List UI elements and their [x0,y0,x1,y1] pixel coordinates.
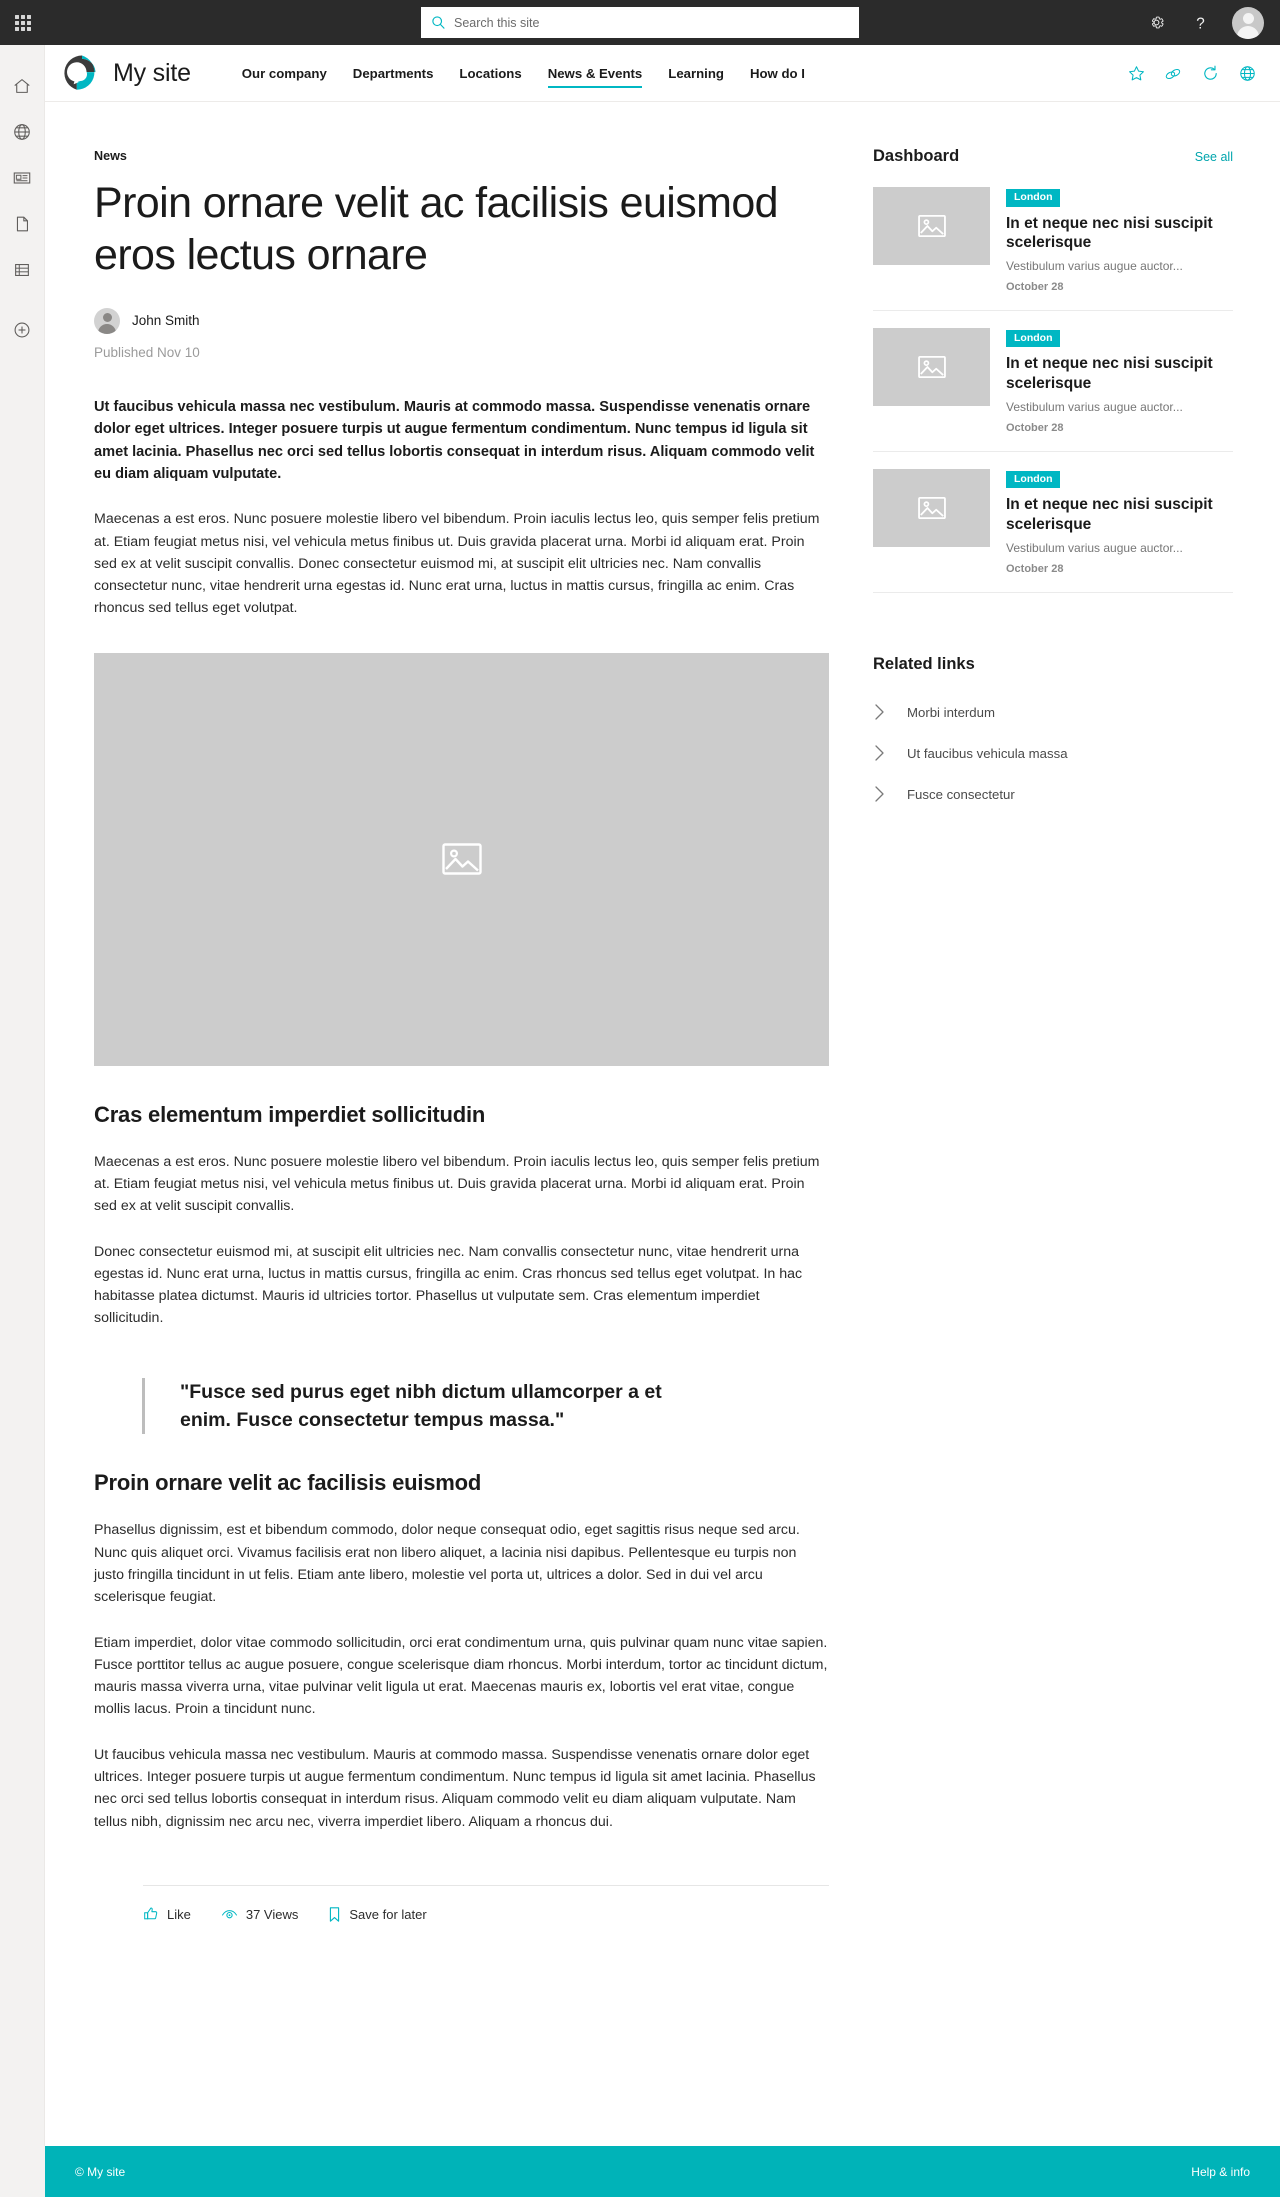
related-links-title: Related links [873,654,975,673]
chevron-right-icon [873,703,899,721]
card-body [1006,469,1233,575]
star-icon [1127,64,1146,83]
related-links-list [873,692,1233,815]
app-rail [0,45,45,2197]
list-icon [12,260,32,280]
help-button[interactable] [1180,0,1220,45]
side-column [873,102,1233,815]
page-title: Proin ornare velit ac facilisis euismod eros lectus ornare [94,179,779,280]
image-placeholder-icon [918,214,946,238]
gear-icon [1148,14,1165,31]
image-placeholder-icon [918,355,946,379]
card-date: October 28 [1006,421,1064,434]
related-link-item[interactable] [873,774,1233,815]
search-input[interactable] [454,16,849,30]
save-for-later-label: Save for later [349,1906,427,1922]
waffle-icon [15,15,31,31]
site-header [45,45,1280,102]
thumbs-up-icon [143,1906,159,1922]
rail-item-create[interactable] [0,307,45,353]
like-label: Like [167,1906,191,1922]
author-avatar [94,308,120,334]
article-paragraph-1: Maecenas a est eros. Nunc posuere molestie libero vel bibendum. Proin iaculis lectus leo, quis semper felis pretium at. Etiam feugiat metus nisi, vel vehicula metus finibus ut. Duis gravida placerat urna. Morbi id aliquam erat. Proin sed ex at velit suscipit convallis. Donec consectetur euismod mi, at suscipit elit ultricies nec. Nam convallis consectetur nunc, vitae hendrerit urna egestas id. Nunc erat urna, luctus in mattis cursus, fringilla ac enim. Cras rhoncus sed tellus eget volutpat. [94,511,820,617]
article-paragraph-3: Donec consectetur euismod mi, at suscipit elit ultricies nec. Nam convallis consectetur nunc, vitae hendrerit urna egestas id. Nunc erat urna, luctus in mattis cursus, fringilla ac enim. Cras rhoncus sed tellus eget volutpat. In hac habitasse platea dictumst. Mauris id ultricies tortor. Phasellus ut vulputate sem. Cras elementum imperdiet sollicitudin. [94,1243,803,1327]
refresh-button[interactable] [1197,61,1223,87]
svg-text:?: ? [1195,14,1205,32]
related-link-label: Ut faucibus vehicula massa [907,745,1068,761]
author-name[interactable]: John Smith [132,313,200,329]
card-body [1006,187,1233,293]
rail-item-sites[interactable] [0,109,45,155]
card-title[interactable]: In et neque nec nisi suscipit scelerisque [1006,496,1213,533]
account-avatar-button[interactable] [1224,0,1272,45]
dashboard-header [873,147,1233,166]
follow-button[interactable] [1123,61,1149,87]
article-column [94,102,854,1923]
dashboard-see-all-link[interactable]: See all [1194,150,1233,164]
blockquote-text: "Fusce sed purus eget nibh dictum ullamcorper a et enim. Fusce consectetur tempus massa." [180,1380,662,1432]
dashboard-card[interactable] [873,328,1233,452]
card-thumbnail [873,469,990,547]
article-paragraph-6: Ut faucibus vehicula massa nec vestibulum. Mauris at commodo massa. Suspendisse venenatis ornare dolor eget ultrices. Integer posuere turpis ut augue fermentum condimentum. Nunc tempus id ligula sit amet lacinia. Phasellus nec orci sed tellus lobortis consequat in interdum risus. Aliquam commodo velit eu diam aliquam vulputate. Nam tellus nibh, dignissim nec arcu nec, viverra imperdiet libero. Aliquam a rhoncus dui. [94,1746,816,1830]
actions-divider [143,1885,829,1886]
site-logo-icon[interactable] [62,53,102,93]
site-title[interactable]: My site [113,58,191,87]
nav-item-how-do-i[interactable]: How do I [749,65,805,81]
related-link-label: Morbi interdum [907,704,995,720]
card-tag-badge[interactable]: London [1006,189,1060,207]
article-heading-2: Cras elementum imperdiet sollicitudin [94,1101,486,1127]
nav-item-departments[interactable]: Departments [352,65,434,81]
card-description: Vestibulum varius augue auctor... [1006,399,1183,414]
related-link-label: Fusce consectetur [907,786,1015,802]
dashboard-card[interactable] [873,469,1233,593]
refresh-icon [1201,64,1220,83]
search-box[interactable] [421,7,859,38]
public-site-button[interactable] [1234,61,1260,87]
views-indicator [221,1907,299,1922]
suite-actions [1136,0,1272,45]
card-date: October 28 [1006,562,1064,575]
home-icon [12,76,32,96]
page-canvas [45,102,1280,2146]
link-icon [1163,64,1183,84]
card-thumbnail [873,187,990,265]
eye-icon [221,1907,238,1922]
card-tag-badge[interactable]: London [1006,330,1060,348]
share-button[interactable] [1160,61,1186,87]
bookmark-icon [328,1906,341,1923]
site-nav [229,45,818,102]
related-link-item[interactable] [873,733,1233,774]
nav-item-our-company[interactable]: Our company [241,65,327,81]
card-date: October 28 [1006,280,1064,293]
footer-help-link[interactable]: Help & info [1191,2164,1250,2179]
dashboard-card-list [873,187,1233,593]
article-heading-3: Proin ornare velit ac facilisis euismod [94,1470,482,1496]
article-lede: Ut faucibus vehicula massa nec vestibulum. Mauris at commodo massa. Suspendisse venenatis ornare dolor eget ultrices. Integer posuere turpis ut augue fermentum condimentum. Nunc tempus id ligula sit amet lacinia. Phasellus nec orci sed tellus lobortis consequat in interdum risus. Aliquam commodo velit eu diam aliquam vulputate. [94,398,815,482]
globe-icon [1238,64,1257,83]
image-placeholder-icon [442,842,482,876]
news-icon [12,168,32,188]
rail-footer-filler [0,2146,45,2197]
question-mark-icon [1192,14,1209,32]
plus-icon [12,320,32,340]
rail-item-home[interactable] [0,63,45,109]
card-thumbnail [873,328,990,406]
rail-item-news[interactable] [0,155,45,201]
article-paragraph-2: Maecenas a est eros. Nunc posuere molestie libero vel bibendum. Proin iaculis lectus leo, quis semper felis pretium at. Etiam feugiat metus nisi, vel vehicula metus finibus ut. Duis gravida placerat urna. Morbi id aliquam erat. Proin sed ex at velit suscipit convallis. [94,1153,820,1215]
card-title[interactable]: In et neque nec nisi suscipit scelerisque [1006,214,1213,251]
dashboard-title: Dashboard [873,147,960,165]
avatar [1232,7,1264,39]
article-blockquote [142,1378,702,1435]
hero-image-placeholder [94,653,829,1066]
settings-button[interactable] [1136,0,1176,45]
page-actions-bar [143,1906,854,1923]
header-actions [1123,45,1260,102]
article-paragraph-5: Etiam imperdiet, dolor vitae commodo sollicitudin, orci erat condimentum urna, quis pulvinar quam nunc vitae sapien. Fusce porttitor tellus ac augue posuere, congue scelerisque diam rhoncus. Morbi interdum, tortor ac tincidunt dictum, mauris massa viverra urna, vitae pulvinar velit ligula ut erat. Maecenas mauris ex, lobortis vel erat vitae, congue mollis lacus. Proin a tincidunt nunc. [94,1634,828,1718]
article-kicker: News [94,149,127,163]
footer-copyright: © My site [75,2164,126,2179]
search-icon [431,15,446,30]
card-description: Vestibulum varius augue auctor... [1006,540,1183,555]
rail-item-files[interactable] [0,201,45,247]
nav-item-news-and-events[interactable]: News & Events [535,45,656,102]
card-body [1006,328,1233,434]
chevron-right-icon [873,744,899,762]
card-tag-badge[interactable]: London [1006,471,1060,489]
like-button[interactable] [143,1906,191,1922]
globe-icon [12,122,32,142]
card-description: Vestibulum varius augue auctor... [1006,258,1183,273]
site-footer [45,2146,1280,2197]
app-launcher-button[interactable] [0,0,45,45]
nav-item-learning[interactable]: Learning [668,65,724,81]
published-date: Published Nov 10 [94,344,200,360]
card-title[interactable]: In et neque nec nisi suscipit scelerisque [1006,355,1213,392]
byline[interactable] [94,308,854,334]
dashboard-card[interactable] [873,187,1233,311]
article-paragraph-4: Phasellus dignissim, est et bibendum commodo, dolor neque consequat odio, eget sagittis risus neque sed arcu. Nunc quis aliquet orci. Vivamus facilisis erat non libero aliquet, a lacinia nisi dapibus. Pellentesque eu turpis non justo fringilla tincidunt in ut felis. Etiam ante libero, molestie vel porta ut, ultrices a dolor. Sed in dui vel arcu scelerisque feugiat. [94,1522,800,1606]
rail-item-lists[interactable] [0,247,45,293]
image-placeholder-icon [918,496,946,520]
nav-item-locations[interactable]: Locations [459,65,522,81]
save-for-later-button[interactable] [328,1906,426,1923]
page-icon [12,214,32,234]
views-label: 37 Views [245,1906,299,1922]
related-link-item[interactable] [873,692,1233,733]
chevron-right-icon [873,785,899,803]
suite-bar [0,0,1280,45]
